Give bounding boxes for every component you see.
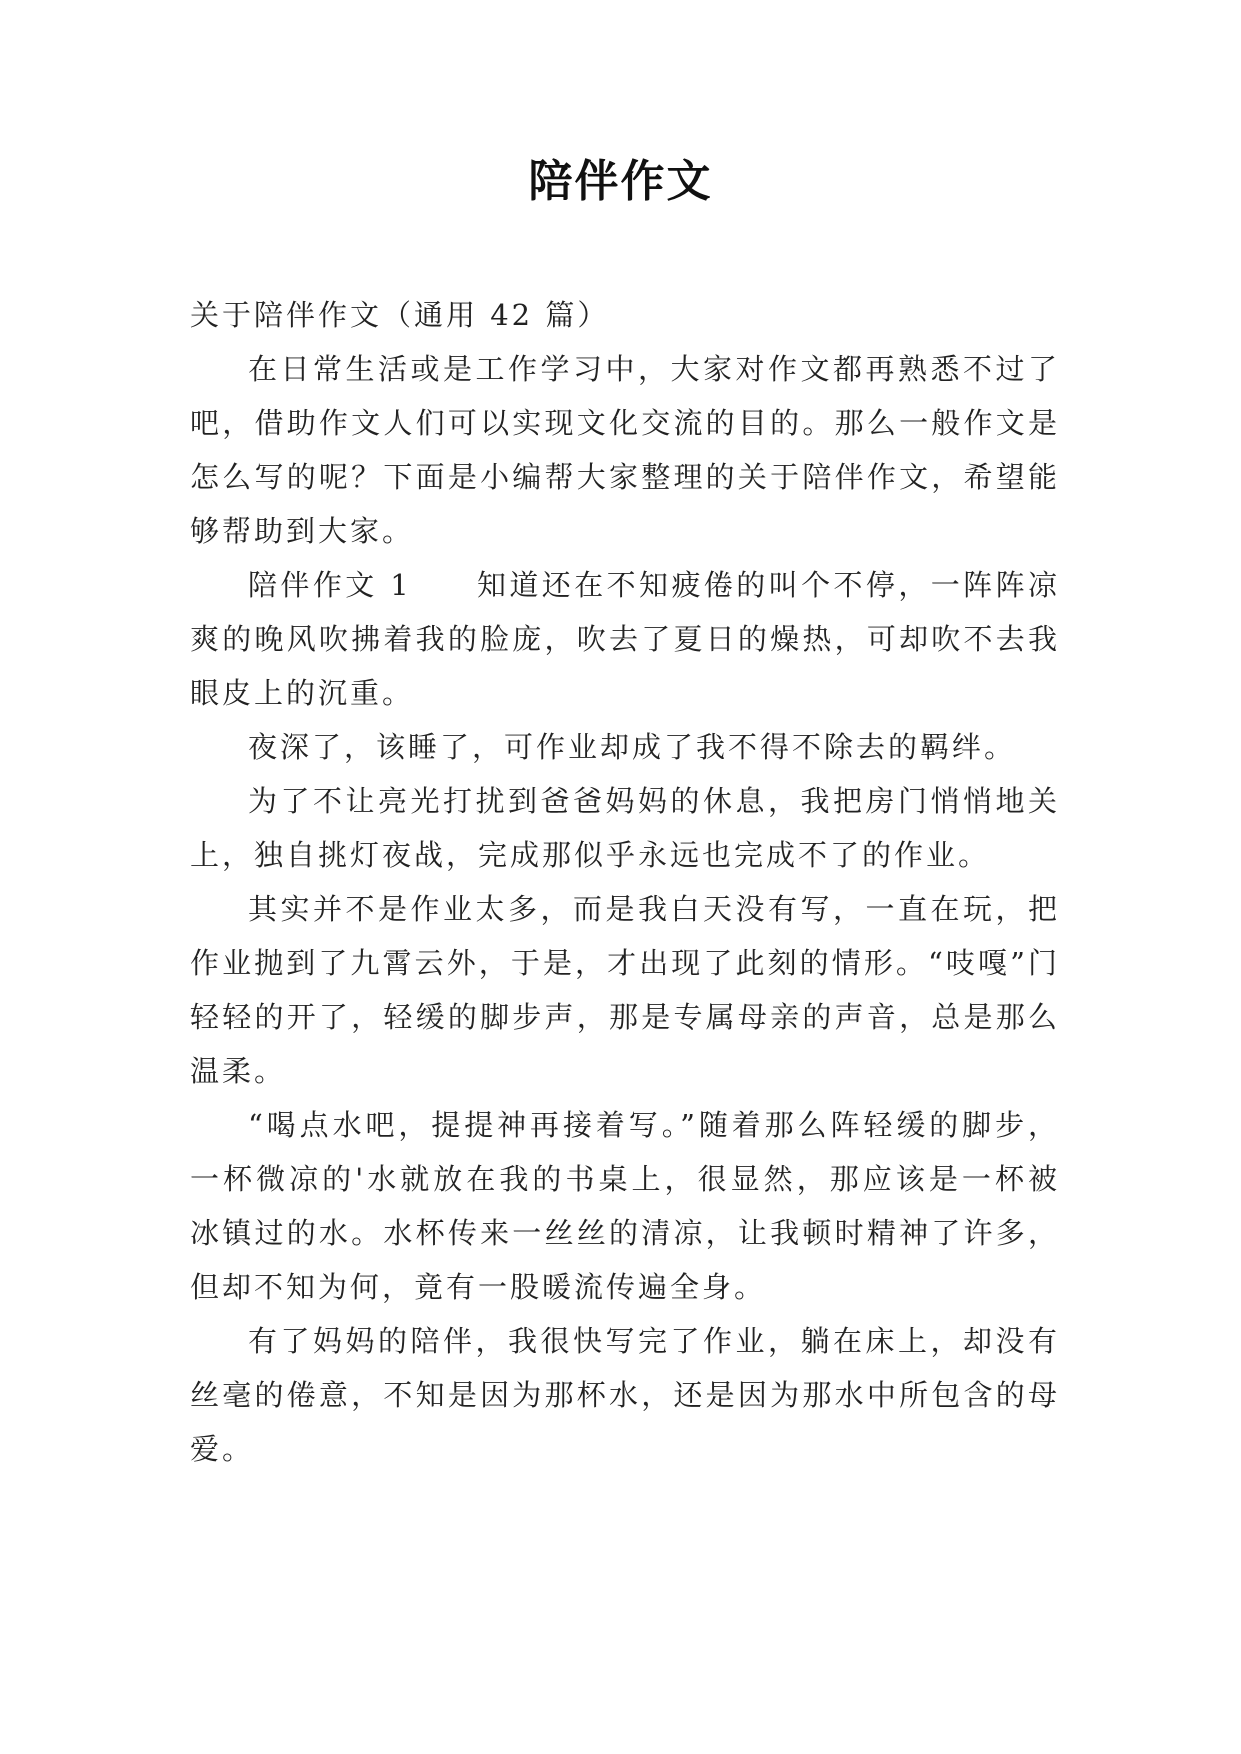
document-body: [190, 288, 1060, 1476]
paragraph-night-late: 夜深了，该睡了，可作业却成了我不得不除去的羁绊。: [248, 730, 1017, 764]
paragraph-mother-arrives: 其实并不是作业太多，而是我白天没有写，一直在玩，把作业抛到了九霄云外，于是，才出现了此刻的情形。“吱嘎”门轻轻的开了，轻缓的脚步声，那是专属母亲的声音，总是那么温柔。: [190, 892, 1060, 1088]
paragraph-essay-1-opening: 陪伴作文 1 知道还在不知疲倦的叫个不停，一阵阵凉爽的晚风吹拂着我的脸庞，吹去了夏日的燥热，可却吹不去我眼皮上的沉重。: [190, 568, 1060, 710]
paragraph-cup-of-water: “喝点水吧，提提神再接着写。”随着那么阵轻缓的脚步，一杯微凉的'水就放在我的书桌上，很显然，那应该是一杯被冰镇过的水。水杯传来一丝丝的清凉，让我顿时精神了许多，但却不知为何，竟有一股暖流传遍全身。: [190, 1108, 1060, 1304]
paragraph-intro: 在日常生活或是工作学习中，大家对作文都再熟悉不过了吧，借助作文人们可以实现文化交流的目的。那么一般作文是怎么写的呢？下面是小编帮大家整理的关于陪伴作文，希望能够帮助到大家。: [190, 352, 1060, 548]
document-subtitle: 关于陪伴作文（通用 42 篇）: [190, 298, 610, 332]
paragraph-mother-love: 有了妈妈的陪伴，我很快写完了作业，躺在床上，却没有丝毫的倦意，不知是因为那杯水，还是因为那水中所包含的母爱。: [190, 1324, 1060, 1466]
paragraph-close-door: 为了不让亮光打扰到爸爸妈妈的休息，我把房门悄悄地关上，独自挑灯夜战，完成那似乎永远也完成不了的作业。: [190, 784, 1060, 872]
document-title: 陪伴作文: [528, 156, 713, 207]
